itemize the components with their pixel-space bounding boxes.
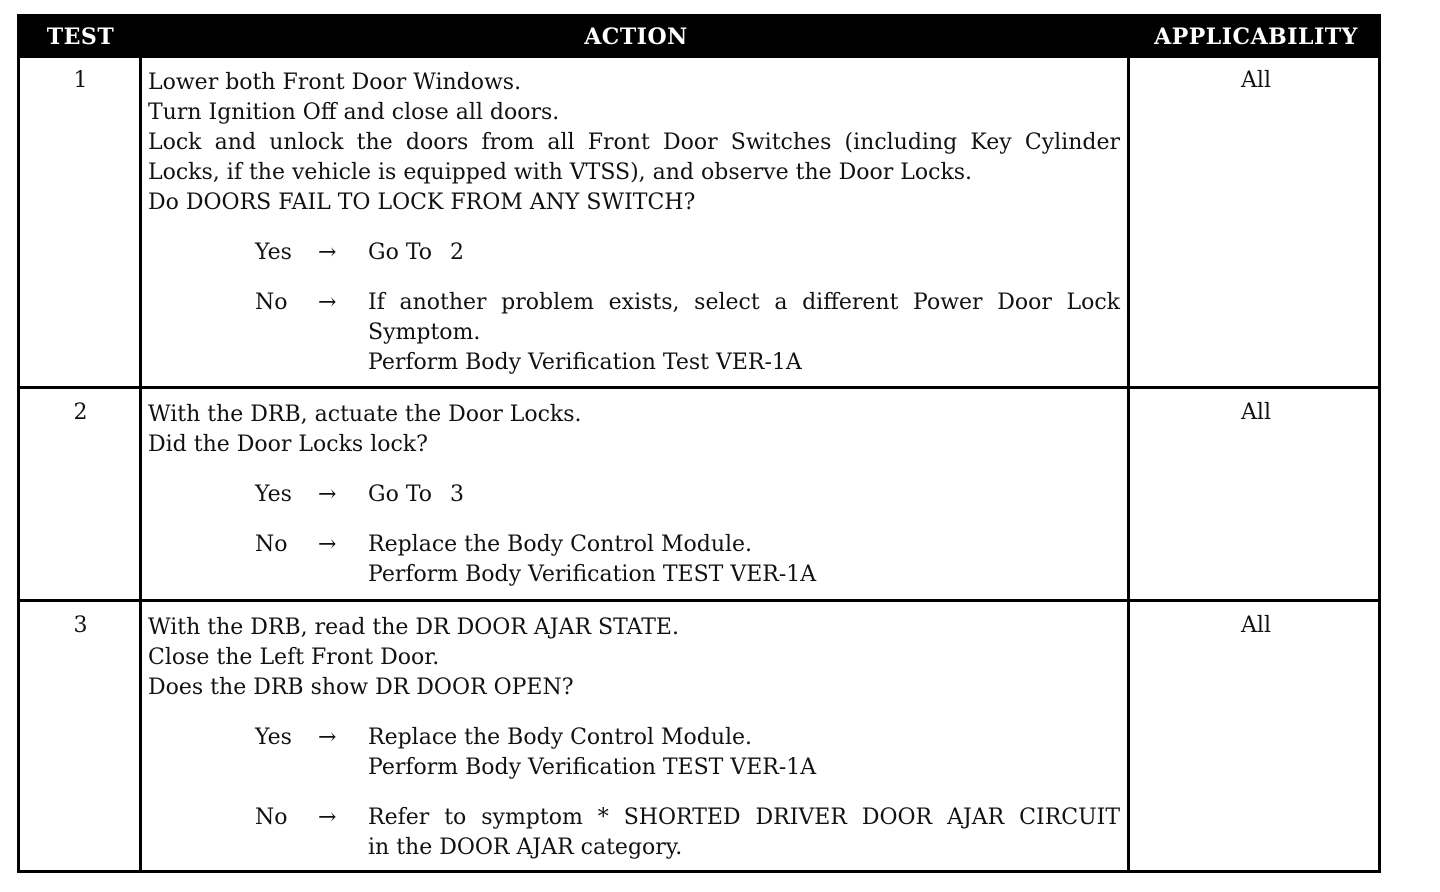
no-branch [148,530,1120,590]
action-line: Lower both Front Door Windows. [148,70,522,95]
action-line: Close the Left Front Door. [148,645,440,670]
action-line: Does the DRB show DR DOOR OPEN? [148,675,574,700]
action-line: With the DRB, read the DR DOOR AJAR STATE. [148,615,679,640]
table-header [20,17,1378,58]
action-line: Did the Door Locks lock? [148,432,428,457]
result-line: Perform Body Verification TEST VER-1A [368,562,817,587]
column-divider [139,58,142,870]
arrow-icon: → [318,290,337,315]
applicability-value: All [1241,613,1271,638]
result-line: Refer to symptom * SHORTED DRIVER DOOR AJAR CIRCUIT [368,805,1120,830]
no-label: No [255,290,288,315]
yes-label: Yes [255,725,292,750]
action-cell [148,68,1120,378]
goto-number: 2 [450,240,465,265]
header-test: TEST [46,24,115,50]
yes-result [368,238,1120,268]
yes-result [368,723,1120,783]
goto-number: 3 [450,482,465,507]
arrow-icon: → [318,805,337,830]
yes-branch [148,238,1120,268]
table-row-test-3 [20,602,1378,873]
result-line: Replace the Body Control Module. [368,532,753,557]
applicability-value: All [1241,68,1271,93]
action-cell [148,613,1120,863]
goto-text: Go To [368,482,433,507]
result-line: in the DOOR AJAR category. [368,835,683,860]
no-result [368,803,1120,863]
yes-label: Yes [255,482,292,507]
result-line: Perform Body Verification TEST VER-1A [368,755,817,780]
action-line: Lock and unlock the doors from all Front Door Switches (including Key Cylinder [148,130,1120,155]
applicability-value: All [1241,400,1271,425]
arrow-icon: → [318,482,337,507]
diagnostic-test-table [17,14,1381,873]
no-label: No [255,805,288,830]
no-branch [148,288,1120,378]
goto-text: Go To [368,240,433,265]
yes-branch [148,723,1120,783]
test-number: 1 [73,68,88,93]
action-line: With the DRB, actuate the Door Locks. [148,402,582,427]
result-line: Perform Body Verification Test VER-1A [368,350,802,375]
column-divider [1127,58,1130,870]
yes-result [368,480,1120,510]
no-label: No [255,532,288,557]
header-action: ACTION [584,24,688,50]
yes-branch [148,480,1120,510]
test-number: 2 [73,400,88,425]
result-line: Symptom. [368,320,481,345]
action-line: Locks, if the vehicle is equipped with VTSS), and observe the Door Locks. [148,160,973,185]
header-applicability: APPLICABILITY [1154,24,1358,50]
no-branch [148,803,1120,863]
action-line: Do DOORS FAIL TO LOCK FROM ANY SWITCH? [148,190,696,215]
yes-label: Yes [255,240,292,265]
action-line: Turn Ignition Off and close all doors. [148,100,560,125]
action-cell [148,400,1120,590]
arrow-icon: → [318,532,337,557]
no-result [368,530,1120,590]
test-number: 3 [73,613,88,638]
table-row-test-1 [20,58,1378,389]
no-result [368,288,1120,378]
result-line: If another problem exists, select a different Power Door Lock [368,290,1120,315]
result-line: Replace the Body Control Module. [368,725,753,750]
table-row-test-2 [20,389,1378,602]
arrow-icon: → [318,725,337,750]
arrow-icon: → [318,240,337,265]
